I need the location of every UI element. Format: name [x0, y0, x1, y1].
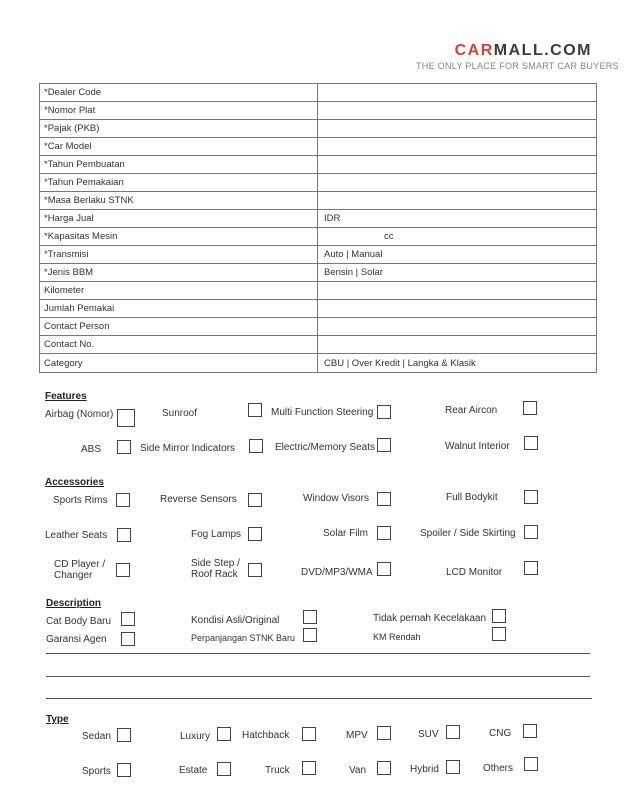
description-line[interactable] [46, 676, 590, 677]
field-value[interactable]: CBU | Over Kredit | Langka & Klasik [318, 354, 597, 373]
field-value[interactable] [318, 192, 597, 210]
field-value[interactable] [318, 102, 597, 120]
field-value[interactable] [318, 84, 597, 102]
dvd-mp3-wma-checkbox[interactable] [377, 562, 391, 576]
rear-aircon-checkbox[interactable] [523, 401, 537, 415]
perpanjangan-stnk-label: Perpanjangan STNK Baru [191, 633, 296, 643]
estate-checkbox[interactable] [217, 762, 231, 776]
suv-label: SUV [418, 729, 439, 740]
field-label: Contact No. [40, 336, 318, 354]
cd-player-changer-checkbox[interactable] [116, 563, 130, 577]
table-row [40, 282, 597, 300]
others-checkbox[interactable] [524, 757, 538, 771]
reverse-sensors-checkbox[interactable] [248, 493, 262, 507]
field-label: *Dealer Code [40, 84, 318, 102]
table-row [40, 354, 597, 373]
abs-label: ABS [81, 444, 102, 455]
field-value[interactable]: Auto | Manual [318, 246, 597, 264]
full-bodykit-checkbox[interactable] [524, 490, 538, 504]
car-details-table [39, 83, 597, 373]
table-row [40, 318, 597, 336]
field-label: *Harga Jual [40, 210, 318, 228]
electric-memory-seats-label: Electric/Memory Seats [275, 442, 376, 453]
luxury-label: Luxury [180, 731, 211, 742]
field-value[interactable]: IDR [318, 210, 597, 228]
leather-seats-label: Leather Seats [45, 530, 108, 541]
tidak-pernah-kecelakaan-label: Tidak pernah Kecelakaan [373, 613, 487, 624]
dvd-mp3-wma-label: DVD/MP3/WMA [301, 567, 373, 578]
window-visors-checkbox[interactable] [377, 492, 391, 506]
airbag-label: Airbag (Nomor) [45, 409, 114, 420]
estate-label: Estate [179, 765, 208, 776]
sports-rims-label: Sports Rims [53, 495, 108, 506]
full-bodykit-label: Full Bodykit [446, 492, 498, 503]
hatchback-label: Hatchback [242, 730, 290, 741]
field-value[interactable]: cc [318, 228, 597, 246]
field-label: *Masa Berlaku STNK [40, 192, 318, 210]
solar-film-checkbox[interactable] [377, 526, 391, 540]
sunroof-checkbox[interactable] [248, 403, 262, 417]
solar-film-label: Solar Film [323, 528, 369, 539]
kondisi-asli-checkbox[interactable] [303, 610, 317, 624]
table-row [40, 192, 597, 210]
field-value[interactable] [318, 282, 597, 300]
field-label: *Pajak (PKB) [40, 120, 318, 138]
mpv-checkbox[interactable] [377, 726, 391, 740]
side-step-label-line2: Roof Rack [191, 569, 238, 580]
sports-rims-checkbox[interactable] [116, 493, 130, 507]
type-heading: Type [46, 714, 69, 725]
rear-aircon-label: Rear Aircon [445, 405, 498, 416]
tidak-pernah-kecelakaan-checkbox[interactable] [492, 609, 506, 623]
table-row [40, 138, 597, 156]
spoiler-side-skirting-checkbox[interactable] [524, 525, 538, 539]
field-label: Category [40, 354, 318, 373]
field-label: Jumlah Pemakai [40, 300, 318, 318]
table-row [40, 156, 597, 174]
lcd-monitor-label: LCD Monitor [446, 567, 503, 578]
field-value[interactable] [318, 156, 597, 174]
sunroof-label: Sunroof [162, 408, 198, 419]
walnut-interior-label: Walnut Interior [445, 441, 510, 452]
hatchback-checkbox[interactable] [302, 727, 316, 741]
field-value[interactable]: Bensin | Solar [318, 264, 597, 282]
field-value[interactable] [318, 120, 597, 138]
lcd-monitor-checkbox[interactable] [524, 561, 538, 575]
hybrid-checkbox[interactable] [446, 760, 460, 774]
logo-suffix: MALL.COM [493, 42, 592, 59]
sports-checkbox[interactable] [117, 763, 131, 777]
field-value[interactable] [318, 300, 597, 318]
carmall-logo [416, 42, 619, 71]
suv-checkbox[interactable] [446, 725, 460, 739]
field-label: *Kapasitas Mesin [40, 228, 318, 246]
table-row [40, 264, 597, 282]
field-label: Contact Person [40, 318, 318, 336]
features-heading: Features [45, 391, 87, 402]
cat-body-baru-label: Cat Body Baru [46, 616, 112, 627]
logo-tagline: THE ONLY PLACE FOR SMART CAR BUYERS [416, 61, 619, 71]
multi-function-steering-label: Multi Function Steering [271, 407, 374, 418]
field-label: *Tahun Pembuatan [40, 156, 318, 174]
accessories-heading: Accessories [45, 477, 104, 488]
table-row [40, 210, 597, 228]
truck-checkbox[interactable] [302, 761, 316, 775]
field-label: *Nomor Plat [40, 102, 318, 120]
field-value[interactable] [318, 138, 597, 156]
side-mirror-indicators-label: Side Mirror Indicators [140, 443, 236, 454]
window-visors-label: Window Visors [303, 493, 369, 504]
side-step-label-line1: Side Step / [191, 558, 240, 569]
sedan-checkbox[interactable] [117, 728, 131, 742]
fog-lamps-checkbox[interactable] [248, 527, 262, 541]
hybrid-label: Hybrid [410, 764, 439, 775]
description-line[interactable] [46, 698, 592, 699]
cd-player-label-line2: Changer [54, 570, 93, 581]
airbag-count-box[interactable] [117, 409, 135, 427]
sedan-label: Sedan [82, 731, 111, 742]
field-value[interactable] [318, 174, 597, 192]
description-heading: Description [46, 598, 102, 609]
table-row [40, 336, 597, 354]
km-rendah-checkbox[interactable] [492, 627, 506, 641]
field-value[interactable] [318, 318, 597, 336]
table-row [40, 246, 597, 264]
reverse-sensors-label: Reverse Sensors [160, 494, 237, 505]
logo-wordmark [416, 42, 592, 60]
field-label: *Car Model [40, 138, 318, 156]
field-label: *Transmisi [40, 246, 318, 264]
garansi-agen-checkbox[interactable] [121, 632, 135, 646]
cat-body-baru-checkbox[interactable] [121, 612, 135, 626]
truck-label: Truck [265, 765, 290, 776]
perpanjangan-stnk-checkbox[interactable] [303, 628, 317, 642]
table-row [40, 120, 597, 138]
field-label: Kilometer [40, 282, 318, 300]
spoiler-side-skirting-label: Spoiler / Side Skirting [420, 528, 516, 539]
cng-checkbox[interactable] [523, 724, 537, 738]
km-rendah-label: KM Rendah [373, 632, 421, 642]
fog-lamps-label: Fog Lamps [191, 529, 242, 540]
field-label: *Jenis BBM [40, 264, 318, 282]
leather-seats-checkbox[interactable] [117, 528, 131, 542]
field-label: *Tahun Pemakaian [40, 174, 318, 192]
table-row [40, 102, 597, 120]
walnut-interior-checkbox[interactable] [524, 436, 538, 450]
electric-memory-seats-checkbox[interactable] [377, 438, 391, 452]
van-checkbox[interactable] [377, 761, 391, 775]
logo-prefix: CAR [454, 42, 494, 59]
luxury-checkbox[interactable] [217, 727, 231, 741]
others-label: Others [483, 763, 514, 774]
multi-function-steering-checkbox[interactable] [377, 405, 391, 419]
kondisi-asli-label: Kondisi Asli/Original [191, 615, 280, 626]
table-row [40, 300, 597, 318]
table-row [40, 174, 597, 192]
field-value[interactable] [318, 336, 597, 354]
side-step-roof-rack-checkbox[interactable] [248, 563, 262, 577]
table-row [40, 84, 597, 102]
cng-label: CNG [489, 728, 512, 739]
sports-label: Sports [82, 766, 111, 777]
table-row [40, 228, 597, 246]
side-mirror-indicators-checkbox[interactable] [249, 439, 263, 453]
mpv-label: MPV [346, 730, 368, 741]
cd-player-label-line1: CD Player / [54, 559, 106, 570]
van-label: Van [349, 765, 367, 776]
garansi-agen-label: Garansi Agen [46, 634, 107, 645]
abs-checkbox[interactable] [117, 440, 131, 454]
description-line[interactable] [46, 653, 590, 654]
